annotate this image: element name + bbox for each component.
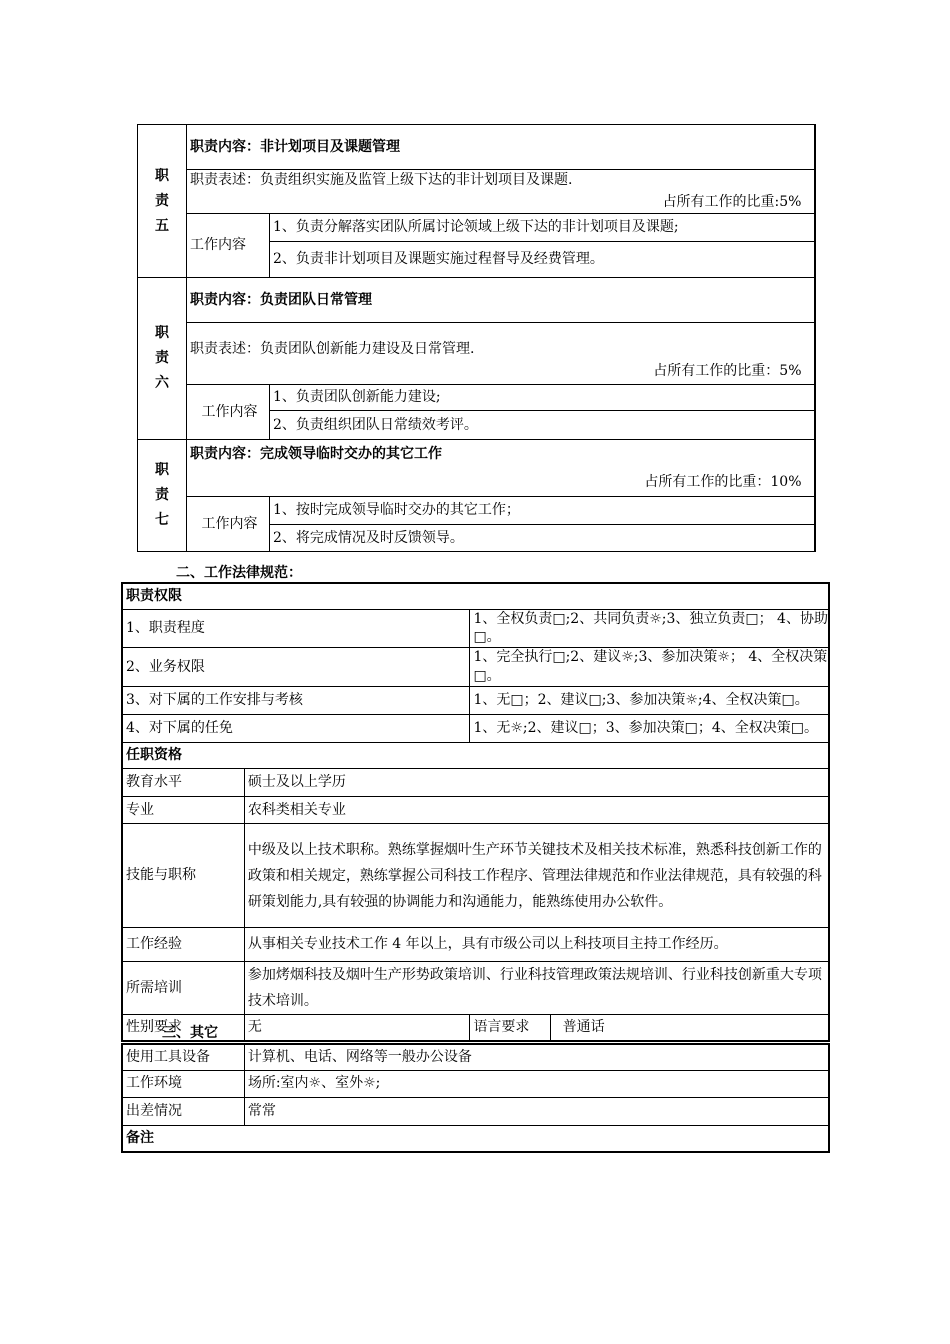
language-label: 语言要求	[470, 1015, 550, 1041]
duty-5-label: 职 责 五	[138, 125, 187, 278]
duty-7-label: 职 责 七	[138, 440, 187, 552]
other-label-travel: 出差情况	[122, 1097, 244, 1125]
authority-header: 职责权限	[122, 583, 829, 609]
work-norms-table	[121, 582, 830, 1042]
duty-5-description: 职责表述：负责组织实施及监管上级下达的非计划项目及课题.	[187, 170, 815, 192]
duty-7-item-1: 1、按时完成领导临时交办的其它工作；	[270, 497, 815, 525]
duty-5-content: 职责内容：非计划项目及课题管理	[187, 125, 815, 170]
other-value-environment: 场所:室内☼、室外☼;	[244, 1070, 829, 1097]
duty-6-work-label: 工作内容	[187, 385, 270, 440]
authority-label-4: 4、对下属的任免	[122, 715, 470, 743]
duties-table	[137, 124, 816, 552]
other-label-environment: 工作环境	[122, 1070, 244, 1097]
duty-6-item-1: 1、负责团队创新能力建设;	[270, 385, 815, 411]
qual-label-major: 专业	[122, 797, 244, 824]
notes-label: 备注	[122, 1125, 829, 1152]
qual-value-training: 参加烤烟科技及烟叶生产形势政策培训、行业科技管理政策法规培训、行业科技创新重大专项技术培训。	[244, 962, 829, 1015]
qual-label-skills: 技能与职称	[122, 824, 244, 928]
qual-label-training: 所需培训	[122, 962, 244, 1015]
section-3-title: 三、其它	[162, 1025, 218, 1041]
qual-label-experience: 工作经验	[122, 928, 244, 962]
duty-5-ratio: 占所有工作的比重:5%	[187, 192, 815, 214]
authority-label-2: 2、业务权限	[122, 648, 470, 687]
qual-value-experience: 从事相关专业技术工作 4 年以上，具有市级公司以上科技项目主持工作经历。	[244, 928, 829, 962]
duty-7-item-2: 2、将完成情况及时反馈领导。	[270, 525, 815, 552]
section-2-title: 二、工作法律规范：	[176, 565, 302, 581]
duty-7-content: 职责内容：完成领导临时交办的其它工作	[187, 440, 815, 470]
other-value-tools: 计算机、电话、网络等一般办公设备	[244, 1044, 829, 1070]
qual-value-education: 硕士及以上学历	[244, 769, 829, 797]
duty-6-ratio: 占所有工作的比重：5%	[187, 359, 815, 385]
duty-7-ratio: 占所有工作的比重：10%	[187, 470, 815, 497]
qual-value-skills: 中级及以上技术职称。熟练掌握烟叶生产环节关键技术及相关技术标准，熟悉科技创新工作的政策和相关规定，熟练掌握公司科技工作程序、管理法律规范和作业法律规范，具有较强的科研策划能力,具有较强的协调能力和沟通能力，能熟练使用办公软件。	[244, 824, 829, 928]
authority-value-2: 1、完全执行□;2、建议☼;3、参加决策☼； 4、全权决策□。	[470, 648, 829, 687]
other-table	[121, 1043, 830, 1153]
qual-label-education: 教育水平	[122, 769, 244, 797]
language-value: 普通话	[550, 1015, 829, 1041]
authority-label-3: 3、对下属的工作安排与考核	[122, 687, 470, 715]
other-value-travel: 常常	[244, 1097, 829, 1125]
duty-5-work-label: 工作内容	[187, 214, 270, 278]
other-label-tools: 使用工具设备	[122, 1044, 244, 1070]
gender-label: 性别要求	[122, 1015, 244, 1041]
qual-value-major: 农科类相关专业	[244, 797, 829, 824]
duty-6-content: 职责内容：负责团队日常管理	[187, 278, 815, 323]
duty-5-item-1: 1、负责分解落实团队所属讨论领域上级下达的非计划项目及课题;	[270, 214, 815, 242]
duty-6-label: 职 责 六	[138, 278, 187, 440]
duty-5-item-2: 2、负责非计划项目及课题实施过程督导及经费管理。	[270, 242, 815, 278]
authority-value-3: 1、无□；2、建议□;3、参加决策☼;4、全权决策□。	[470, 687, 829, 715]
gender-value: 无	[244, 1015, 470, 1041]
duty-6-description: 职责表述：负责团队创新能力建设及日常管理.	[187, 323, 815, 359]
qualification-header: 任职资格	[122, 743, 829, 769]
duty-6-item-2: 2、负责组织团队日常绩效考评。	[270, 411, 815, 440]
authority-value-4: 1、无☼;2、建议□；3、参加决策□；4、全权决策□。	[470, 715, 829, 743]
duty-7-work-label: 工作内容	[187, 497, 270, 552]
authority-label-1: 1、职责程度	[122, 609, 470, 648]
authority-value-1: 1、全权负责□;2、共同负责☼;3、独立负责□； 4、协助□。	[470, 609, 829, 648]
